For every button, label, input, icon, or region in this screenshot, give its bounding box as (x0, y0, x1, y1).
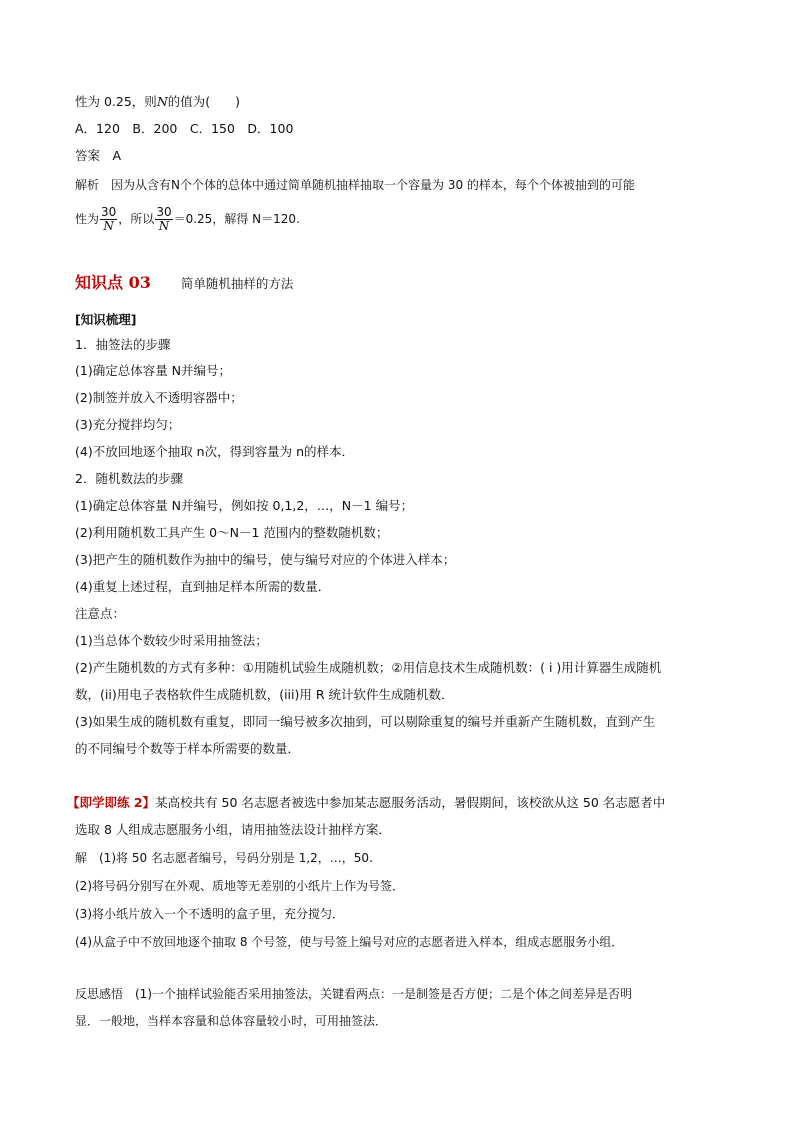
lottery-step-2: (2)制签并放入不透明容器中； (75, 390, 243, 405)
analysis-text-b: ，所以 (118, 212, 155, 226)
answer-value: A (112, 148, 122, 163)
lottery-step-4: (4)不放回地逐个抽取 n次，得到容量为 n的样本． (75, 444, 354, 459)
analysis-text-a: 性为 (75, 212, 100, 226)
note-2-line-1: (2)产生随机数的方式有多种：①用随机试验生成随机数；②用信息技术生成随机数：( i )用计算器生成随机 (75, 660, 662, 675)
random-step-4: (4)重复上述过程，直到抽足样本所需的数量． (75, 579, 331, 594)
fraction-numerator: 30 (101, 205, 117, 219)
knowledge-point-heading (75, 274, 293, 293)
analysis-line (75, 176, 635, 194)
solution-step-1: 解 (1)将 50 名志愿者编号，号码分别是 1,2，…，50. (75, 851, 373, 865)
answer-options: A．120 B．200 C．150 D．100 (75, 121, 294, 136)
analysis-formula-line (75, 204, 300, 234)
lottery-step-3: (3)充分搅拌均匀； (75, 417, 181, 432)
exercise-question-line-1 (67, 794, 665, 812)
answer-label: 答案 (75, 148, 101, 163)
knowledge-point-title: 知识点 03 (75, 273, 151, 292)
lottery-step-1: (1)确定总体容量 N并编号； (75, 363, 232, 378)
solution-step-4: (4)从盒子中不放回地逐个抽取 8 个号签，使与号签上编号对应的志愿者进入样本，组成志愿服务小组． (75, 935, 624, 949)
note-label: 注意点： (75, 606, 126, 621)
variable-n: N (156, 94, 168, 109)
solution-step-3: (3)将小纸片放入一个不透明的盒子里，充分搅匀． (75, 907, 344, 921)
problem-stem-text: 性为 0.25，则 (75, 94, 157, 109)
heading-random-number: 2．随机数法的步骤 (75, 471, 183, 486)
analysis-text: 因为从含有N个个体的总体中通过简单随机抽样抽取一个容量为 30 的样本，每个个体被抽到的可能 (111, 178, 635, 192)
fraction-numerator: 30 (156, 205, 172, 219)
reflection-line-1: 反思感悟 (1)一个抽样试验能否采用抽签法，关键看两点：一是制签是否方便；二是个体之间差异是否明 (75, 987, 633, 1001)
analysis-text-c: ＝0.25，解得 N＝120. (173, 212, 300, 226)
problem-stem-line (75, 93, 240, 111)
random-step-1: (1)确定总体容量 N并编号，例如按 0,1,2，…，N－1 编号； (75, 498, 414, 513)
heading-lottery: 1．抽签法的步骤 (75, 337, 171, 352)
note-3-line-1: (3)如果生成的随机数有重复，即同一编号被多次抽到，可以剔除重复的编号并重新产生随机数，直到产生 (75, 714, 656, 729)
fraction-30-over-n-2 (155, 206, 172, 233)
reflection-line-2: 显．一般地，当样本容量和总体容量较小时，可用抽签法． (75, 1014, 388, 1028)
random-step-3: (3)把产生的随机数作为抽中的编号，使与编号对应的个体进入样本； (75, 552, 456, 567)
fraction-30-over-n (100, 206, 117, 233)
note-2-line-2: 数，(ii)用电子表格软件生成随机数，(iii)用 R 统计软件生成随机数． (75, 687, 454, 702)
note-1: (1)当总体个数较少时采用抽签法； (75, 633, 268, 648)
solution-step-2: (2)将号码分别写在外观、质地等无差别的小纸片上作为号签． (75, 879, 405, 893)
exercise-question-text: 某高校共有 50 名志愿者被选中参加某志愿服务活动，暑假期间，该校欲从这 50 名志愿者中 (155, 795, 666, 810)
section-label: [知识梳理] (75, 312, 137, 327)
note-3-line-2: 的不同编号个数等于样本所需要的数量． (75, 741, 301, 756)
exercise-question-line-2: 选取 8 人组成志愿服务小组，请用抽签法设计抽样方案． (75, 822, 391, 837)
random-step-2: (2)利用随机数工具产生 0～N－1 范围内的整数随机数； (75, 525, 389, 540)
knowledge-point-subtitle: 简单随机抽样的方法 (180, 276, 294, 291)
exercise-tag: 【即学即练 2】 (67, 795, 156, 810)
answer-line (75, 147, 121, 165)
analysis-label: 解析 (75, 178, 100, 192)
fraction-denominator: N (103, 219, 114, 233)
fraction-denominator: N (158, 219, 170, 233)
problem-stem-end: 的值为( ) (167, 94, 241, 109)
